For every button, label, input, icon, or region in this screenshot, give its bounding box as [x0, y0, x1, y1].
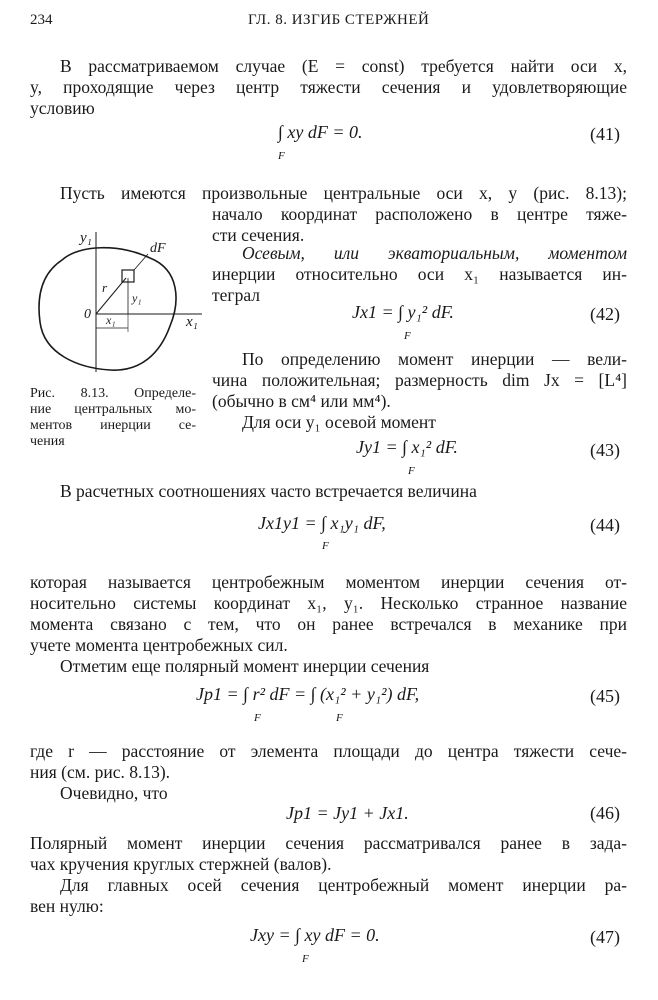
running-title: ГЛ. 8. ИЗГИБ СТЕРЖНЕЙ: [248, 12, 430, 28]
equation-44: Jx1y1 = ∫ x₁y₁ dF,: [258, 513, 386, 533]
integral-limit: F: [254, 712, 261, 724]
text-line: ния (см. рис. 8.13).: [30, 762, 171, 782]
equation-46: Jp1 = Jy1 + Jx1.: [286, 803, 409, 823]
integral-limit: F: [408, 465, 415, 477]
text-line: сти сечения.: [212, 225, 305, 245]
text-line: инерции относительно оси x₁ называется ин-: [212, 264, 627, 284]
text-line: По определению момент инерции — вели-: [242, 349, 627, 369]
text-line: y, проходящие через центр тяжести сечения и удовлетворяющие: [30, 77, 627, 97]
text-line: учете момента центробежных сил.: [30, 635, 288, 655]
integral-limit: F: [302, 953, 309, 965]
text-line: Осевым, или экваториальным, моментом: [242, 243, 627, 263]
text-line: Очевидно, что: [60, 783, 168, 803]
text-line: условию: [30, 98, 95, 118]
equation-number: (43): [590, 440, 620, 460]
integral-limit: F: [322, 540, 329, 552]
equation-41: ∫ xy dF = 0.: [278, 122, 363, 142]
text-line: (обычно в см⁴ или мм⁴).: [212, 391, 391, 411]
equation-number: (42): [590, 304, 620, 324]
text-line: Для оси y₁ осевой момент: [242, 412, 436, 432]
page-number: 234: [30, 12, 53, 28]
text-line: В рассматриваемом случае (E = const) требуется найти оси x,: [60, 56, 627, 76]
text-line: вен нулю:: [30, 896, 104, 916]
text-line: которая называется центробежным моментом инерции сечения от-: [30, 572, 627, 592]
y-dim-label: y₁: [132, 291, 142, 305]
caption-line: Рис. 8.13. Определе-: [30, 386, 196, 401]
text-line: начало координат расположено в центре тяже-: [212, 204, 627, 224]
text-line: где r — расстояние от элемента площади до центра тяжести сече-: [30, 741, 627, 761]
text-line: чах кручения круглых стержней (валов).: [30, 854, 332, 874]
integral-limit: F: [404, 330, 411, 342]
equation-number: (44): [590, 515, 620, 535]
equation-42: Jx1 = ∫ y₁² dF.: [352, 302, 454, 322]
x-dim-label: x₁: [106, 313, 116, 327]
caption-line: ние центральных мо-: [30, 402, 196, 417]
equation-45: Jp1 = ∫ r² dF = ∫ (x₁² + y₁²) dF,: [196, 684, 420, 704]
origin-label: 0: [84, 307, 91, 322]
dF-leader: [134, 254, 148, 270]
caption-line: чения: [30, 434, 65, 449]
caption-line: ментов инерции се-: [30, 418, 196, 433]
dF-label: dF: [150, 241, 166, 256]
text-line: момента связано с тем, что он ранее встречался в механике при: [30, 614, 627, 634]
equation-47: Jxy = ∫ xy dF = 0.: [250, 925, 380, 945]
radius-vector: [96, 278, 126, 314]
equation-number: (41): [590, 124, 620, 144]
y-axis-label: y₁: [80, 230, 92, 246]
text-line: Отметим еще полярный момент инерции сечения: [60, 656, 430, 676]
text-line: теграл: [212, 285, 260, 305]
radius-label: r: [102, 280, 108, 295]
text-line: Пусть имеются произвольные центральные оси x, y (рис. 8.13);: [60, 183, 627, 203]
text-line: носительно системы координат x₁, y₁. Несколько странное название: [30, 593, 627, 613]
section-outline: [39, 248, 176, 370]
text-line: Для главных осей сечения центробежный момент инерции ра-: [60, 875, 627, 895]
equation-number: (46): [590, 803, 620, 823]
text-line: В расчетных соотношениях часто встречается величина: [60, 481, 477, 501]
equation-number: (45): [590, 686, 620, 706]
x-axis-label: x₁: [186, 314, 198, 330]
text-line: Полярный момент инерции сечения рассматривался ранее в зада-: [30, 833, 627, 853]
integral-limit: F: [336, 712, 343, 724]
figure-8-13: [30, 222, 208, 382]
equation-number: (47): [590, 927, 620, 947]
integral-limit: F: [278, 150, 285, 162]
text-line: чина положительная; размерность dim Jx = [L⁴]: [212, 370, 627, 390]
equation-43: Jy1 = ∫ x₁² dF.: [356, 437, 458, 457]
